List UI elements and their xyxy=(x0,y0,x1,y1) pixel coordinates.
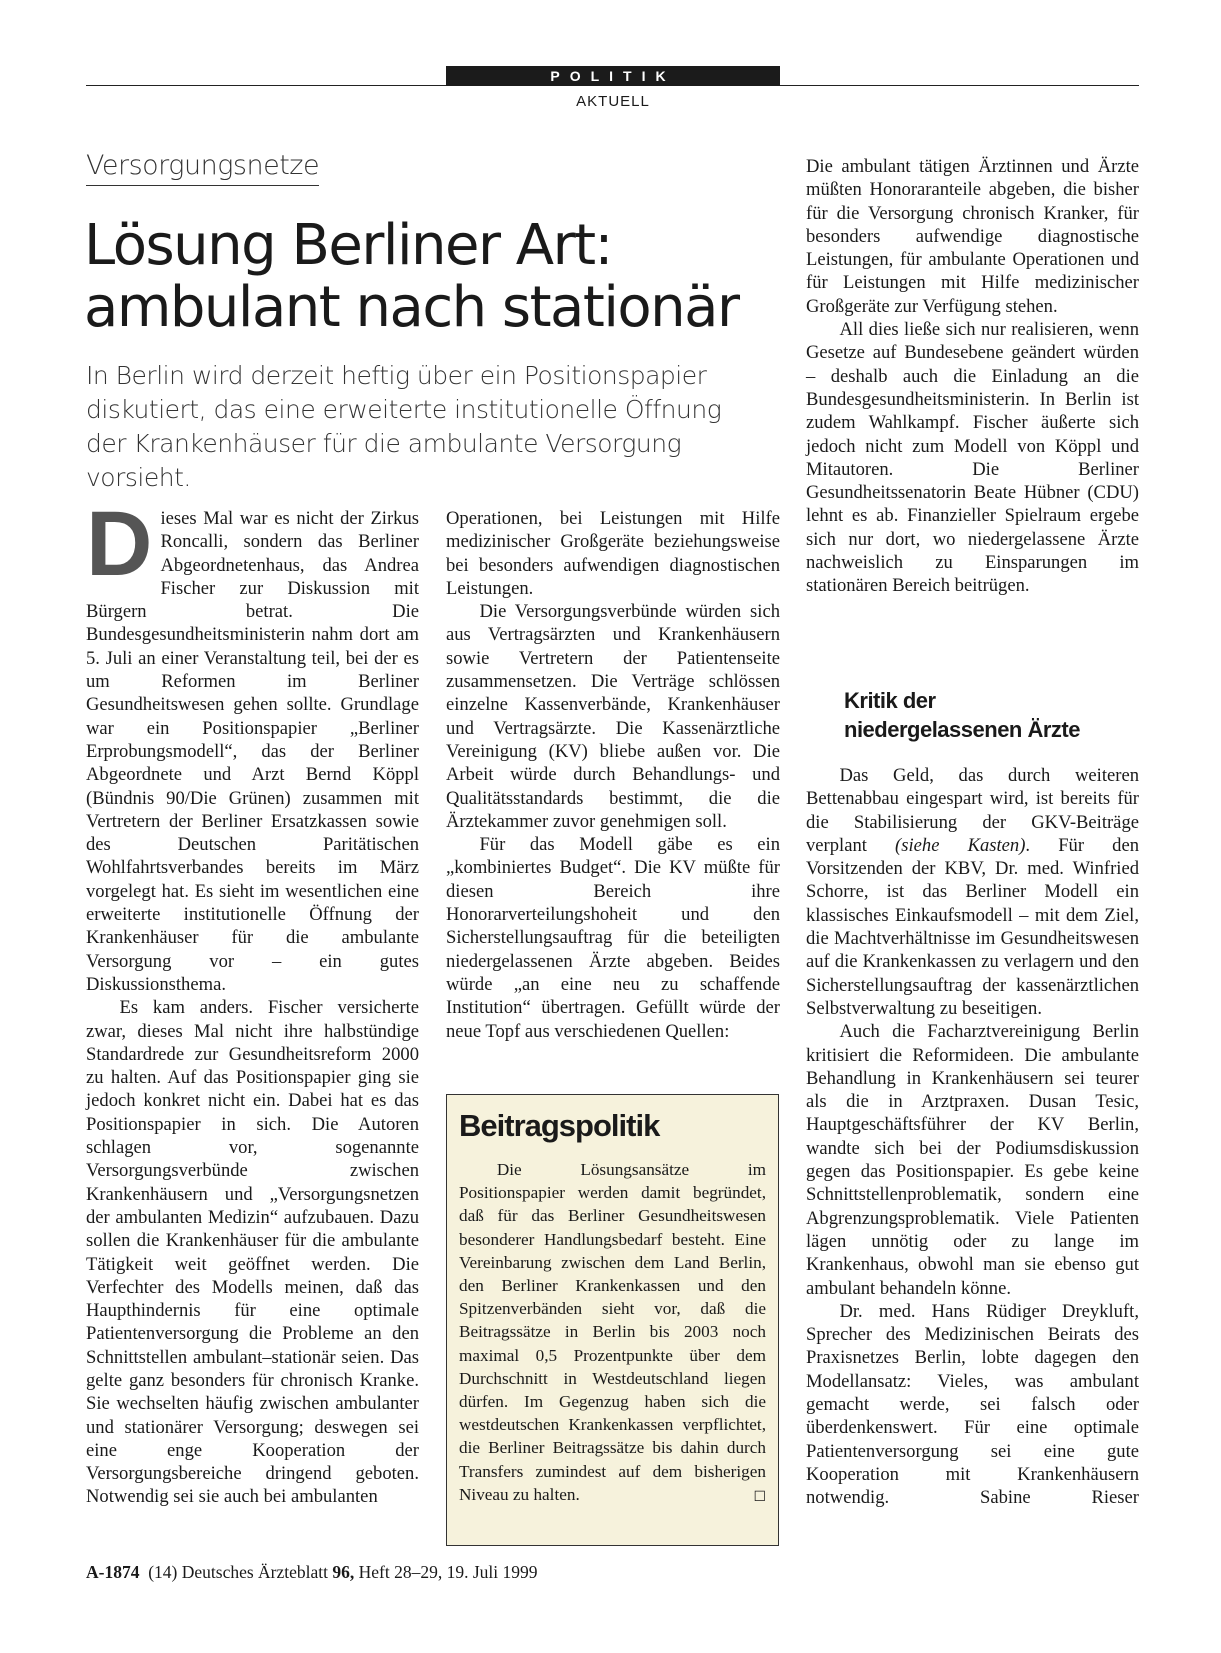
article-paragraph: Für das Modell gäbe es ein „kombiniertes Budget“. Die KV müßte für diesen Bereich ihre Honorarverteilungshoheit und den Sicherstellungsauftrag für die beteiligten niedergelassenen Ärzte abgeben. Beides würde „an eine neu zu schaffende Institution“ übertragen. Gefüllt würde der neue Topf aus verschiedenen Quellen: xyxy=(446,834,780,1042)
end-square-icon: ☐ xyxy=(753,1488,766,1505)
article-column-1 xyxy=(86,493,419,1509)
article-paragraph xyxy=(806,764,1139,1020)
paragraph-text: Dr. med. Hans Rüdiger Dreykluft, Sprecher des Medizinischen Beirats des Praxisnetzes Berlin, lobte dagegen den Modellansatz: Vieles, was ambulant gemacht werde, sei falsch oder überdenkenswert. Für eine optimale Patientenversorgung sei eine gute Kooperation mit Krankenhäusern notwendig. xyxy=(806,1300,1139,1509)
info-box-body: Die Lösungsansätze im Positionspapier werden damit begründet, daß für das Berliner Gesundheitswesen besonderer Handlungsbedarf besteht. Eine Vereinbarung zwischen dem Land Berlin, den Berliner Krankenkassen und den Spitzenverbänden sieht vor, daß die Beitragssätze in Berlin bis 2003 noch maximal 0,5 Prozentpunkte über dem Durchschnitt in Westdeutschland liegen dürfen. Im Gegenzug haben sich die westdeutschen Krankenkassen verpflichtet, die Berliner Beitragssätze bis dahin durch Transfers zumindest auf dem bisherigen Niveau zu halten. xyxy=(459,1160,766,1504)
info-box-text xyxy=(459,1158,766,1509)
footer-volume: 96, xyxy=(332,1562,355,1582)
paragraph-text: ieses Mal war es nicht der Zirkus Roncalli, sondern das Berliner Abgeordnetenhaus, das Andrea Fischer zur Diskussion mit Bürgern betrat. Die Bundesgesundheitsministerin nahm dort am 5. Juli an einer Veranstaltung teil, bei der es um Reformen im Berliner Gesundheitswesen gehen sollte. Grundlage war ein Positionspapier „Berliner Erprobungsmodell“, das der Berliner Abgeordnete und Arzt Bernd Köppl (Bündnis 90/Die Grünen) zusammen mit Vertretern der Berliner Ersatzkassen sowie des Deutschen Paritätischen Wohlfahrtsverbandes bereits im März vorgelegt hat. Es sieht im wesentlichen eine erweiterte institutionelle Öffnung der Krankenhäuser für die ambulante Versorgung vor – ein gutes Diskussionsthema. xyxy=(86,508,419,995)
article-column-2 xyxy=(446,507,780,1043)
drop-cap: D xyxy=(86,493,153,595)
paragraph-text: Das Geld, das durch weiteren Bettenabbau eingespart wird, ist bereits für die Stabilisierung der GKV-Beiträge verplant xyxy=(806,765,1139,856)
article-paragraph: Die ambulant tätigen Ärztinnen und Ärzte müßten Honoraranteile abgeben, die bisher für die Versorgung chronisch Kranker, für besonders aufwendige diagnostische Leistungen, für ambulante Operationen und für Leistungen mit Hilfe medizinischer Großgeräte zur Verfügung stehen. xyxy=(806,156,1139,317)
subheading-line-2: niedergelassenen Ärzte xyxy=(844,717,1080,742)
box-reference: (siehe Kasten) xyxy=(895,834,1026,856)
page-number: A-1874 xyxy=(86,1562,140,1582)
article-lead: In Berlin wird derzeit heftig über ein Positionspapier diskutiert, das eine erweiterte institutionelle Öffnung der Krankenhäuser für die ambulante Versorgung vorsieht. xyxy=(86,361,722,492)
footer-issue: Heft 28–29, 19. Juli 1999 xyxy=(354,1562,538,1582)
headline-line-1: Lösung Berliner Art: xyxy=(84,213,612,278)
article-author: Sabine Rieser xyxy=(980,1487,1139,1509)
article-column-3-continued xyxy=(806,764,1139,1510)
article-paragraph xyxy=(806,1300,1139,1510)
article-paragraph: All dies ließe sich nur realisieren, wenn Gesetze auf Bundesebene geändert würden – deshalb auch die Einladung an die Bundesgesundheitsministerin. In Berlin ist zudem Wahlkampf. Fischer äußerte sich jedoch nicht zum Modell von Köppl und Mitautoren. Die Berliner Gesundheitssenatorin Beate Hübner (CDU) lehnt es ab. Finanzieller Spielraum ergebe sich nur dort, wo niedergelassene Ärzte nachweislich zu Einsparungen im stationären Bereich beitrügen. xyxy=(806,319,1139,597)
article-paragraph: Auch die Facharztvereinigung Berlin kritisiert die Reformideen. Die ambulante Behandlung in Krankenhäusern sei teurer als die in Arztpraxen. Dusan Tesic, Hauptgeschäftsführer der KV Berlin, wandte sich bei der Podiumsdiskussion gegen das Positionspapier. Es gebe keine Schnittstellenproblematik, sondern eine Abgrenzungsproblematik. Viele Patienten lägen unnötig oder zu lange im Krankenhaus, obwohl man sie ebenso gut ambulant behandeln könne. xyxy=(806,1021,1139,1299)
article-paragraph: Die Versorgungsverbünde würden sich aus Vertragsärzten und Krankenhäusern sowie Vertretern der Patientenseite zusammensetzen. Die Verträge schlössen einzelne Kassenverbände, Krankenhäuser und Vertragsärzte. Die Kassenärztliche Vereinigung (KV) bliebe außen vor. Die Arbeit würde durch Behandlungs- und Qualitätsstandards bestimmt, die die Ärztekammer zuvor genehmigen soll. xyxy=(446,601,780,832)
article-paragraph: Es kam anders. Fischer versicherte zwar, dieses Mal nicht ihre halbstündige Standardrede zur Gesundheitsreform 2000 zu halten. Auf das Positionspapier ging sie jedoch konkret nicht ein. Dabei hat es das Positionspapier in sich. Die Autoren schlagen vor, sogenannte Versorgungsverbünde zwischen Krankenhäusern und „Versorgungsnetzen der ambulanten Medizin“ aufzubauen. Dazu sollen die Krankenhäuser für die ambulante Tätigkeit weit geöffnet werden. Die Verfechter des Modells meinen, daß das Haupthindernis für eine optimale Patientenversorgung die Probleme an den Schnittstellen ambulant–stationär seien. Das gelte ganz besonders für chronisch Kranke. Sie wechselten häufig zwischen ambulanter und stationärer Versorgung; deswegen sei eine enge Kooperation der Versorgungsbereiche dringend geboten. Notwendig sei sie auch bei ambulanten xyxy=(86,997,419,1508)
info-box-title: Beitragspolitik xyxy=(459,1108,660,1143)
headline-line-2: ambulant nach stationär xyxy=(84,275,739,340)
article-paragraph: Operationen, bei Leistungen mit Hilfe medizinischer Großgeräte beziehungsweise bei besonders aufwendigen diagnostischen Leistungen. xyxy=(446,508,780,599)
footer-publication: (14) Deutsches Ärzteblatt xyxy=(148,1562,333,1582)
article-paragraph xyxy=(86,493,419,996)
article-kicker: Versorgungsnetze xyxy=(86,150,319,186)
subheading-line-1: Kritik der xyxy=(844,688,936,713)
article-headline xyxy=(84,215,764,339)
page-footer xyxy=(86,1562,538,1583)
article-column-3 xyxy=(806,155,1139,598)
subsection-label: AKTUELL xyxy=(576,93,650,110)
paragraph-text: . Für den Vorsitzenden der KBV, Dr. med. Winfried Schorre, ist das Berliner Modell ein klassisches Einkaufsmodell – mit dem Ziel, die Machtverhältnisse im Gesundheitswesen auf die Krankenkassen zu verlagern und den Sicherstellungsauftrag der kassenärztlichen Selbstverwaltung zu beseitigen. xyxy=(806,834,1139,1019)
article-subheading xyxy=(844,686,1080,744)
section-label: POLITIK xyxy=(446,66,780,86)
